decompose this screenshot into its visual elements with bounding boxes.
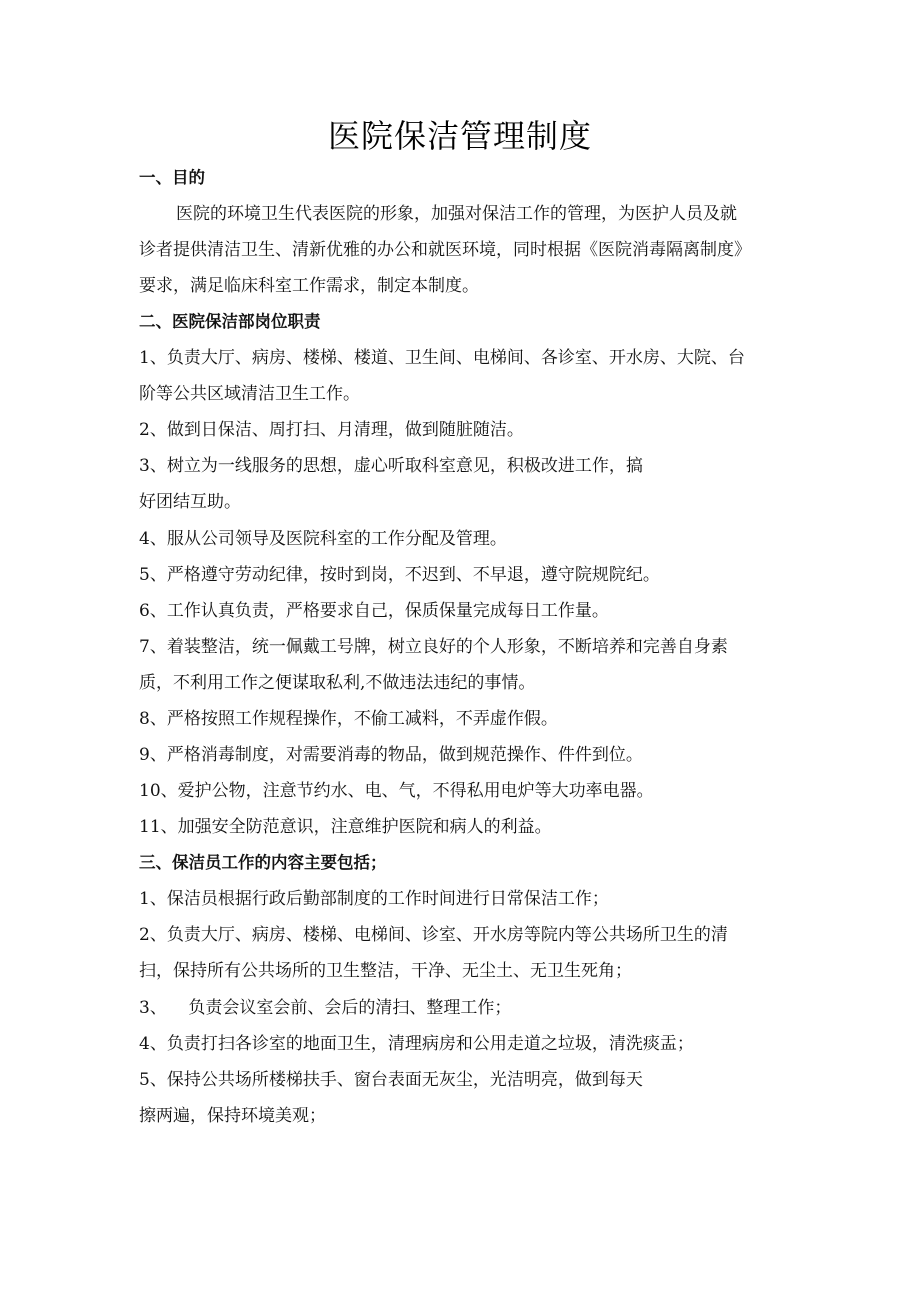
section-heading-work-content: 三、保洁员工作的内容主要包括； [139,853,387,872]
list-item-line: 5、严格遵守劳动纪律，按时到岗，不迟到、不早退，遵守院规院纪。 [139,565,660,585]
list-item-line: 4、负责打扫各诊室的地面卫生，清理病房和公用走道之垃圾，清洗痰盂； [139,1034,694,1054]
list-item-line: 3、树立为一线服务的思想，虚心听取科室意见，积极改进工作，搞 [139,456,643,476]
list-item-line: 2、做到日保洁、周打扫、月清理，做到随脏随洁。 [139,420,524,440]
list-item-line: 8、严格按照工作规程操作，不偷工减料，不弄虚作假。 [139,709,558,729]
list-item-line: 好团结互助。 [139,492,241,512]
list-item-line: 2、负责大厅、病房、楼梯、电梯间、诊室、开水房等院内等公共场所卫生的清 [139,925,728,945]
list-item-line: 质，不利用工作之便谋取私利,不做违法违纪的事情。 [139,673,536,693]
list-item-line: 4、服从公司领导及医院科室的工作分配及管理。 [139,529,507,549]
list-item-line: 9、严格消毒制度，对需要消毒的物品，做到规范操作、件件到位。 [139,745,643,765]
section-heading-purpose: 一、目的 [139,168,205,187]
list-item-line: 擦两遍，保持环境美观； [139,1106,326,1126]
list-item-line: 5、保持公共场所楼梯扶手、窗台表面无灰尘，光洁明亮，做到每天 [139,1070,643,1090]
list-item-line: 11、加强安全防范意识，注意维护医院和病人的利益。 [139,817,552,837]
list-item-line: 扫，保持所有公共场所的卫生整洁，干净、无尘土、无卫生死角； [139,961,632,981]
list-item-line: 10、爱护公物，注意节约水、电、气，不得私用电炉等大功率电器。 [139,781,654,801]
list-item-line: 7、着装整洁，统一佩戴工号牌，树立良好的个人形象，不断培养和完善自身素 [139,637,728,657]
list-item-line: 1、保洁员根据行政后勤部制度的工作时间进行日常保洁工作； [139,889,609,909]
paragraph-line: 要求，满足临床科室工作需求，制定本制度。 [139,276,479,296]
document-title: 医院保洁管理制度 [327,117,592,155]
section-heading-duties: 二、医院保洁部岗位职责 [139,312,321,331]
list-item-line: 阶等公共区域清洁卫生工作。 [139,384,360,404]
paragraph-line: 诊者提供清洁卫生、清新优雅的办公和就医环境，同时根据《医院消毒隔离制度》 [139,240,751,260]
list-item-line: 6、工作认真负责，严格要求自己，保质保量完成每日工作量。 [139,601,609,621]
list-item-line: 1、负责大厅、病房、楼梯、楼道、卫生间、电梯间、各诊室、开水房、大院、台 [139,348,745,368]
list-item-line: 3、 负责会议室会前、会后的清扫、整理工作； [139,998,512,1018]
paragraph-line: 医院的环境卫生代表医院的形象，加强对保洁工作的管理，为医护人员及就 [176,204,737,224]
